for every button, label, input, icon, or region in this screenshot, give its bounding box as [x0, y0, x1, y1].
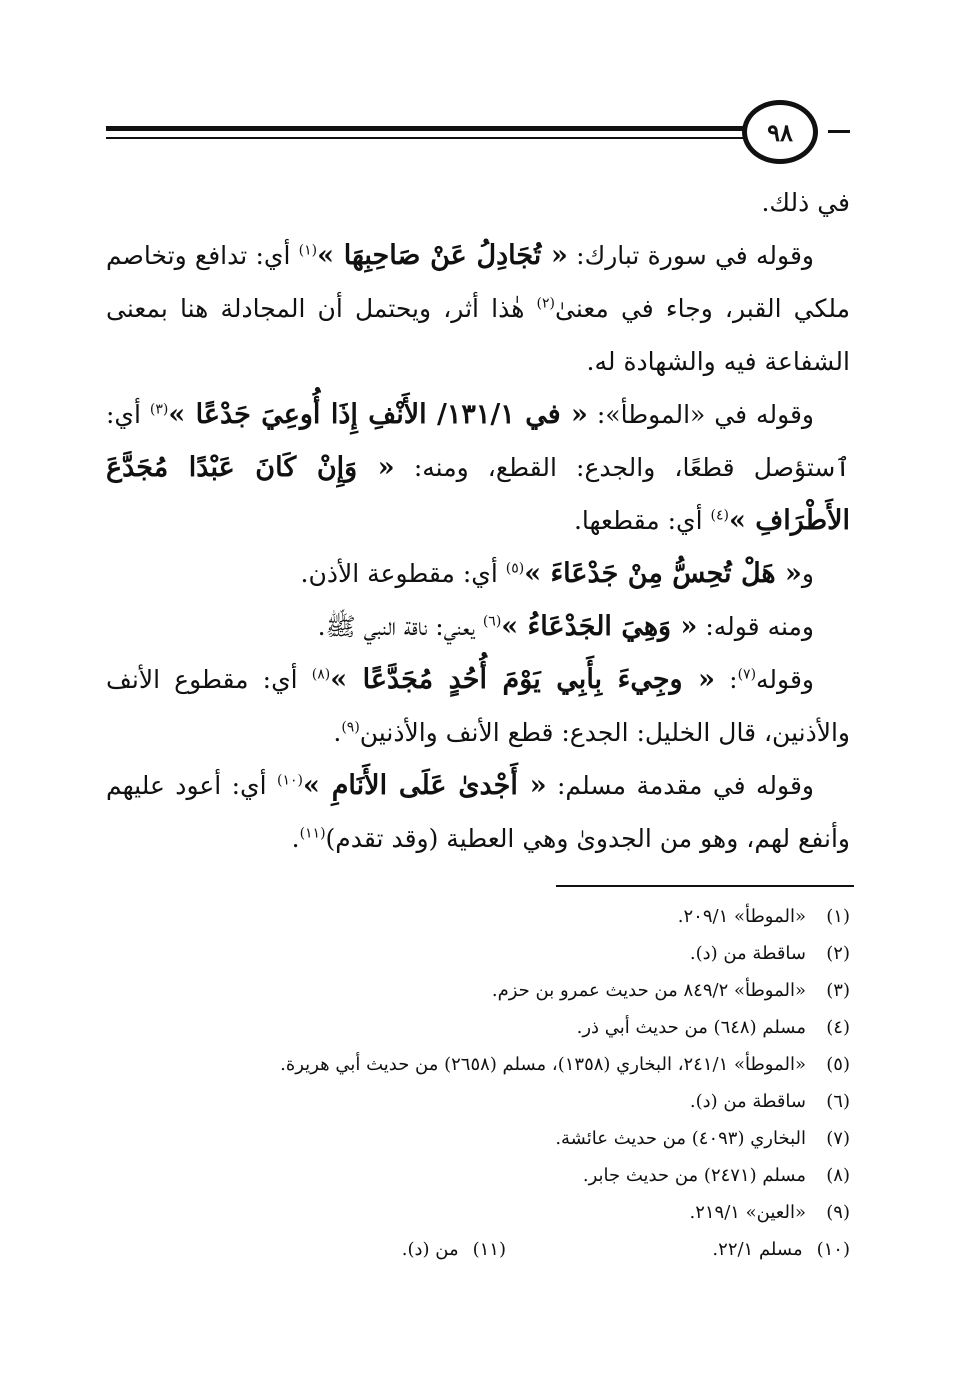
text-run: .: [333, 718, 342, 747]
quoted-phrase: « وَهِيَ الجَدْعَاءُ »: [501, 611, 698, 642]
footnotes: [106, 898, 850, 1268]
text-run: وقوله: [756, 665, 814, 694]
main-text: [106, 176, 850, 865]
footnote: [106, 1120, 850, 1157]
text-run: أي: مقطوع الأنف والأذنين، قال الخليل: الجدع: قطع الأنف والأذنين: [106, 665, 850, 747]
paragraph: [106, 388, 850, 547]
header-rule-right: [828, 130, 850, 133]
footnote-number: (١١): [472, 1239, 506, 1260]
quoted-phrase: « أَجْدىٰ عَلَى الأَنَامِ »: [302, 770, 547, 801]
header-rule-thick: [106, 126, 746, 131]
footnote-text: من (د).: [401, 1239, 459, 1260]
footnote-number: (٢): [826, 943, 850, 964]
paragraph: [106, 229, 850, 388]
page-number: ٩٨: [767, 117, 793, 147]
footnote: [106, 1157, 850, 1194]
footnote-number: (٦): [826, 1091, 850, 1112]
text-run: في ذلك.: [761, 188, 850, 217]
footnote-ref: (١): [298, 242, 318, 259]
page-header: [106, 98, 850, 168]
paragraph: [106, 653, 850, 759]
quoted-phrase: « تُجَادِلُ عَنْ صَاحِبِهَا »: [317, 240, 568, 271]
footnote-text: مسلم (٢٤٧١) من حديث جابر.: [582, 1165, 806, 1186]
footnote: [106, 898, 850, 935]
text-run: وقوله في سورة تبارك:: [567, 241, 814, 270]
footnote-text: «الموطأ» ٨٤٩/٢ من حديث عمرو بن حزم.: [491, 980, 806, 1001]
footnote: [106, 1194, 850, 1231]
footnote-ref: (٥): [505, 560, 525, 577]
footnote-ref: (٣): [149, 401, 169, 418]
footnote-number: (٥): [826, 1054, 850, 1075]
footnote-ref: (١١): [299, 825, 326, 842]
page-number-badge: [742, 100, 818, 164]
footnote-text: «الموطأ» ٢٠٩/١.: [677, 906, 806, 927]
footnote-text: البخاري (٤٠٩٣) من حديث عائشة.: [555, 1128, 806, 1149]
footnote-ref: (٦): [482, 613, 502, 630]
footnote-number: (٨): [826, 1165, 850, 1186]
footnote-number: (٣): [826, 980, 850, 1001]
footnote-text: ساقطة من (د).: [689, 1091, 806, 1112]
footnote-ref: (٨): [311, 666, 331, 683]
footnote-number: (١٠): [816, 1239, 850, 1260]
text-run: .: [291, 824, 300, 853]
text-run: هٰذا أثر، ويحتمل أن المجادلة هنا بمعنى الشفاعة فيه والشهادة له.: [106, 294, 850, 376]
footnote-number: (٤): [826, 1017, 850, 1038]
paragraph: [106, 547, 850, 600]
header-rule-thin: [106, 137, 746, 139]
footnote-number: (١): [826, 906, 850, 927]
text-run: ومنه قوله:: [697, 612, 814, 641]
footnote-row: [106, 1231, 850, 1268]
footnote-number: (٧): [826, 1128, 850, 1149]
footnote-text: «العين» ٢١٩/١.: [689, 1202, 806, 1223]
paragraph: [106, 759, 850, 865]
text-run: أي: ٱستؤصل قطعًا، والجدع: القطع، ومنه:: [106, 400, 850, 482]
text-run: يعني: ناقة النبي ﷺ.: [317, 612, 483, 641]
footnote: [506, 1231, 850, 1268]
footnote-ref: (٩): [341, 719, 360, 736]
text-run: أي: أعود عليهم وأنفع لهم، وهو من الجدوىٰ وهي العطية (وقد تقدم): [106, 771, 850, 853]
footnote-text: مسلم ٢٢/١.: [712, 1239, 803, 1260]
footnote-text: «الموطأ» ٢٤١/١، البخاري (١٣٥٨)، مسلم (٢٦٥٨) من حديث أبي هريرة.: [280, 1054, 806, 1075]
footnote: [106, 935, 850, 972]
footnote: [106, 1009, 850, 1046]
footnote: [106, 1046, 850, 1083]
quoted-phrase: « في ١٣١/١/ الأَنْفِ إِذَا أُوعِيَ جَدْعًا »: [168, 399, 588, 430]
footnote-text: ساقطة من (د).: [689, 943, 806, 964]
footnote-ref: (٢): [536, 295, 555, 312]
text-run: وقوله في «الموطأ»:: [587, 400, 815, 429]
text-run: وقوله في مقدمة مسلم:: [546, 771, 814, 800]
footnote-ref: (٤): [710, 507, 729, 524]
quoted-phrase: « هَلْ تُحِسُّ مِنْ جَدْعَاءَ »: [524, 558, 802, 589]
footnote-number: (٩): [826, 1202, 850, 1223]
footnote-text: مسلم (٦٤٨) من حديث أبي ذر.: [576, 1017, 806, 1038]
footnote-ref: (٧): [737, 666, 757, 683]
quoted-phrase: « وجِيءَ بِأَبِي يَوْمَ أُحُدٍ مُجَدَّعًا »: [330, 664, 716, 695]
footnote: [106, 1083, 850, 1120]
text-run: :: [715, 665, 738, 694]
quoted-phrase: « وَإِنْ كَانَ عَبْدًا مُجَدَّعَ الأَطْرَافِ »: [106, 452, 850, 536]
text-run: أي: تدافع وتخاصم ملكي القبر، وجاء في معنىٰ: [106, 241, 850, 323]
footnote-ref: (١٠): [276, 772, 303, 789]
footnote: [162, 1231, 506, 1268]
footnote-separator: [556, 885, 854, 887]
paragraph: [106, 600, 850, 653]
footnote: [106, 972, 850, 1009]
text-run: أي: مقطعها.: [573, 506, 711, 535]
paragraph: [106, 176, 850, 229]
text-run: و: [801, 559, 814, 588]
text-run: أي: مقطوعة الأذن.: [300, 559, 506, 588]
